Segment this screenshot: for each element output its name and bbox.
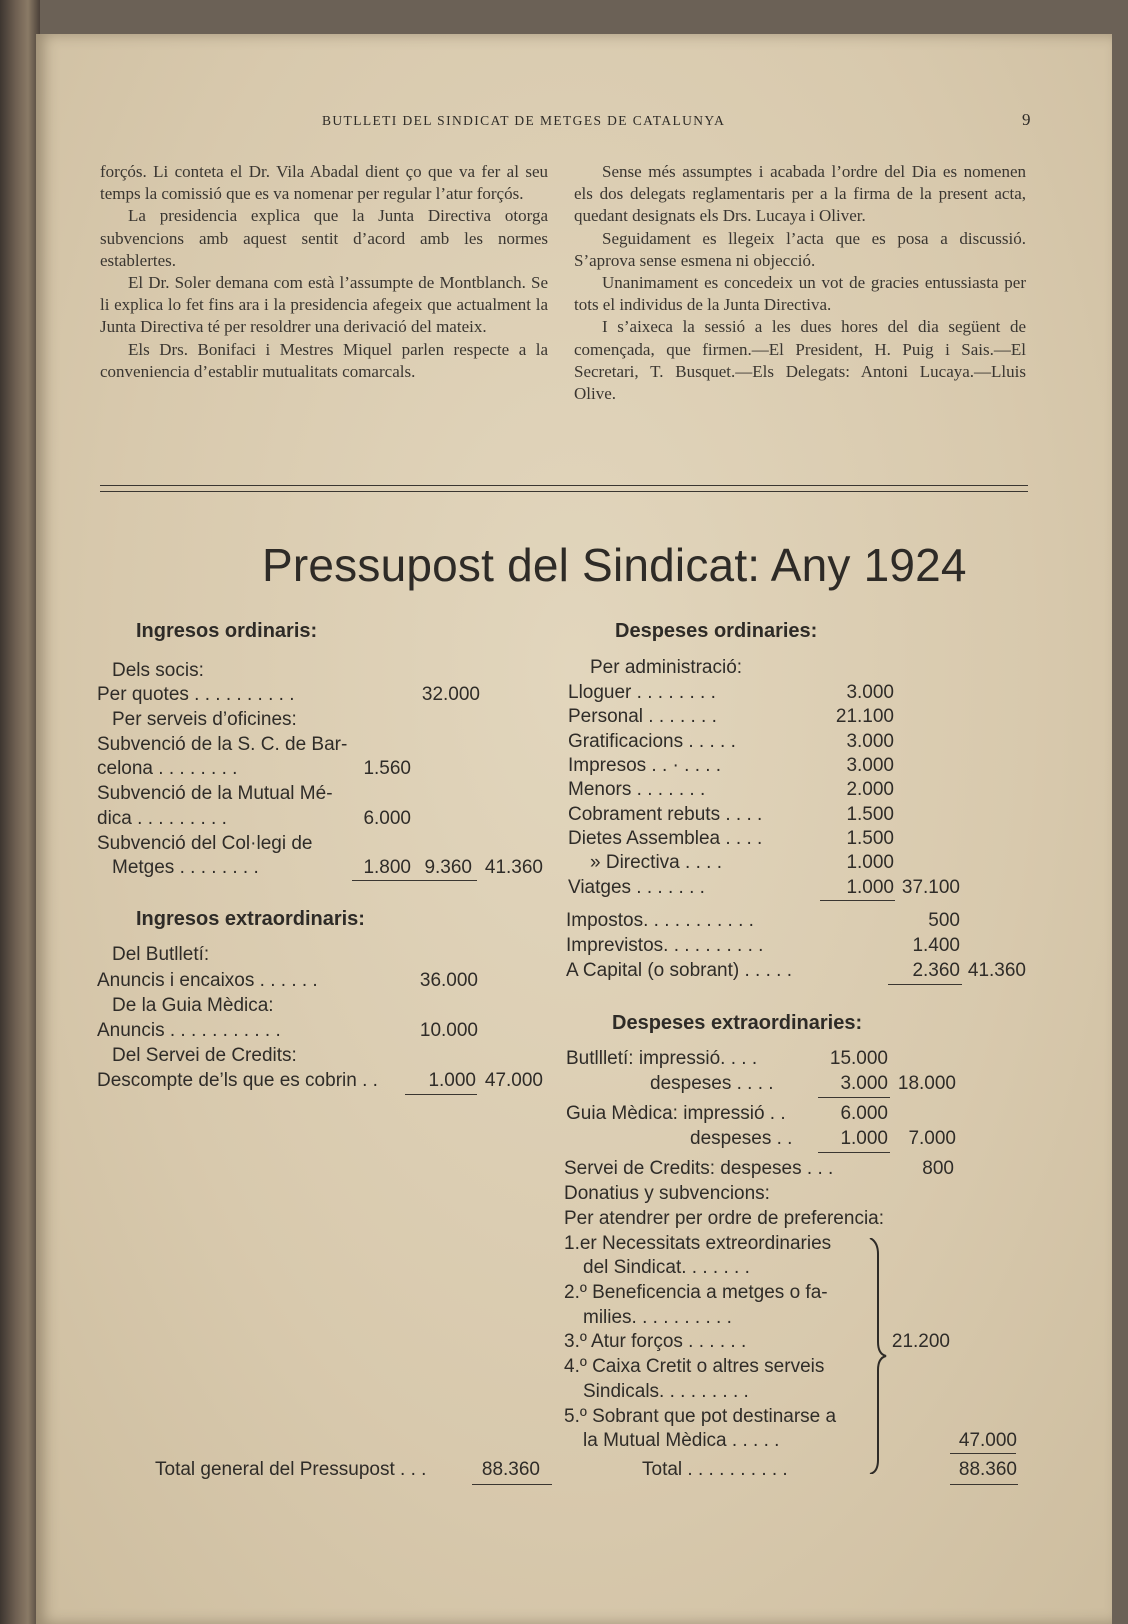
subvention-value: 1.800 <box>363 857 411 878</box>
divider-rule <box>100 485 1028 486</box>
guide-label: De la Guia Mèdica: <box>112 995 274 1016</box>
budget-title: Pressupost del Sindicat: Any 1924 <box>262 539 967 591</box>
income-extra-heading: Ingresos extraordinaris: <box>136 908 365 930</box>
income-grand-value: 88.360 <box>481 1459 540 1480</box>
paragraph: Unanimament es concedeix un vot de gracies entussiasta per tots el individus de la Junta Directiva. <box>574 273 1026 315</box>
expense-item-label: Impresos . . · . . . . <box>568 755 722 776</box>
expense-item-value: 3.000 <box>846 755 894 776</box>
expenses-ordinary-total: 41.360 <box>967 960 1026 981</box>
paragraph: Seguidament es llegeix l’acta que es posa a discussió. S’aprova sense esmena ni objecció. <box>574 228 1026 270</box>
priority-item: 4.º Caixa Cretit o altres serveis <box>564 1356 825 1377</box>
priority-item: la Mutual Mèdica . . . . . <box>583 1430 780 1451</box>
admin-total: 37.100 <box>901 877 960 898</box>
sum-rule <box>472 1484 552 1485</box>
expense-item-label: Viatges . . . . . . . <box>568 877 705 898</box>
expense-item-value: 1.000 <box>846 877 894 898</box>
quotes-label: Per quotes . . . . . . . . . . <box>97 684 295 705</box>
expense-item-label: Dietes Assemblea . . . . <box>568 828 763 849</box>
expenses-extra-heading: Despeses extraordinaries: <box>612 1012 863 1034</box>
sum-rule <box>950 1484 1018 1485</box>
discount-value: 1.000 <box>428 1070 476 1091</box>
ads-label: Anuncis i encaixos . . . . . . <box>97 970 318 991</box>
subvention-label: Metges . . . . . . . . <box>112 857 259 878</box>
bulletin-print-label: Butllletí: impressió. . . . <box>566 1048 758 1069</box>
members-label: Dels socis: <box>112 660 204 681</box>
guide-print-value: 6.000 <box>840 1103 888 1124</box>
priority-item: 2.º Beneficencia a metges o fa- <box>564 1282 828 1303</box>
expense-item-label: Gratificacions . . . . . <box>568 731 736 752</box>
expense-item-label: Menors . . . . . . . <box>568 779 706 800</box>
sum-rule <box>818 1152 890 1153</box>
bulletin-print-value: 15.000 <box>829 1048 888 1069</box>
discount-label: Descompte de’ls que es cobrin . . <box>97 1070 378 1091</box>
subvention-value: 6.000 <box>363 808 411 829</box>
expense-item-label: Lloguer . . . . . . . . <box>568 682 716 703</box>
offices-subtotal: 9.360 <box>424 857 472 878</box>
income-extra-total: 47.000 <box>484 1070 543 1091</box>
expense-item-label: Cobrament rebuts . . . . <box>568 804 763 825</box>
paragraph: forçós. Li conteta el Dr. Vila Abadal dient ço que va fer al seu temps la comissió que es va nomenar per regular l’atur forçós. <box>100 162 548 204</box>
quotes-value: 32.000 <box>421 684 480 705</box>
expense-grand-label: Total . . . . . . . . . . <box>642 1459 788 1480</box>
paragraph: I s’aixeca la sessió a les dues hores del dia següent de començada, que firmen.—El President, H. Puig i Sais.—El Secretari, T. Busquet.—Els Delegats: Antoni Lucaya.—Lluis Olive. <box>574 317 1026 404</box>
book-spine <box>0 0 40 1624</box>
capital-value: 2.360 <box>912 960 960 981</box>
sum-rule <box>818 1097 890 1098</box>
expense-grand-value: 88.360 <box>958 1459 1017 1480</box>
priority-group-value: 21.200 <box>891 1331 950 1352</box>
page-number: 9 <box>1022 110 1031 129</box>
guide-exp-label: despeses . . <box>690 1128 793 1149</box>
subvention-value: 1.560 <box>363 758 411 779</box>
paragraph: Sense més assumptes i acabada l’ordre del Dia es nomenen els dos delegats reglamentaris per a la firma de la present acta, quedant designats els Drs. Lucaya i Oliver. <box>574 162 1026 226</box>
expense-item-value: 1.500 <box>846 828 894 849</box>
minutes-left-column <box>100 161 548 383</box>
expense-item-value: 1.000 <box>846 852 894 873</box>
expense-item-value: 21.100 <box>835 706 894 727</box>
expense-item-value: 2.000 <box>846 779 894 800</box>
sum-rule <box>405 1094 477 1095</box>
subvention-label: celona . . . . . . . . <box>97 758 238 779</box>
bulletin-exp-value: 3.000 <box>840 1073 888 1094</box>
sum-rule <box>820 900 895 901</box>
income-grand-label: Total general del Pressupost . . . <box>155 1459 427 1480</box>
guide-exp-value: 1.000 <box>840 1128 888 1149</box>
divider-rule <box>100 491 1028 492</box>
expense-item-value: 1.500 <box>846 804 894 825</box>
subvention-label: dica . . . . . . . . . <box>97 808 227 829</box>
taxes-value: 500 <box>928 910 960 931</box>
subvention-label: Subvenció de la S. C. de Bar- <box>97 734 348 755</box>
credits-label: Del Servei de Credits: <box>112 1045 297 1066</box>
subvention-label: Subvenció del Col·legi de <box>97 833 313 854</box>
priority-item: 5.º Sobrant que pot destinarse a <box>564 1406 837 1427</box>
expense-item-label: » Directiva . . . . <box>590 852 722 873</box>
sum-rule <box>950 1453 1016 1454</box>
bulletin-exp-label: despeses . . . . <box>650 1073 774 1094</box>
income-ordinary-total: 41.360 <box>484 857 543 878</box>
bulletin-label: Del Butlletí: <box>112 944 210 965</box>
priority-item: 3.º Atur forços . . . . . . <box>564 1331 747 1352</box>
guide-total: 7.000 <box>908 1128 956 1149</box>
taxes-label: Impostos. . . . . . . . . . . <box>566 910 754 931</box>
priority-label: Per atendrer per ordre de preferencia: <box>564 1208 885 1229</box>
paragraph: El Dr. Soler demana com està l’assumpte de Montblanch. Se li explica lo fet fins ara i la presidencia afegeix que actualment la Junta Directiva té per resoldrer una derivació del mateix. <box>100 273 548 337</box>
priority-item: del Sindicat. . . . . . . <box>583 1257 750 1278</box>
paragraph: La presidencia explica que la Junta Directiva otorga subvencions amb aquest sentit d’acord amb les normes establertes. <box>100 206 548 270</box>
admin-label: Per administració: <box>590 657 743 678</box>
expense-item-value: 3.000 <box>846 731 894 752</box>
guide-ads-label: Anuncis . . . . . . . . . . . <box>97 1020 281 1041</box>
offices-label: Per serveis d’oficines: <box>112 709 297 730</box>
guide-ads-value: 10.000 <box>419 1020 478 1041</box>
expenses-extra-total: 47.000 <box>958 1430 1017 1451</box>
sum-rule <box>888 984 962 985</box>
subvention-label: Subvenció de la Mutual Mé- <box>97 783 333 804</box>
bulletin-total: 18.000 <box>897 1073 956 1094</box>
unforeseen-label: Imprevistos. . . . . . . . . . <box>566 935 764 956</box>
running-head: BUTLLETI DEL SINDICAT DE METGES DE CATALUNYA <box>322 113 726 128</box>
guide-print-label: Guia Mèdica: impressió . . <box>566 1103 786 1124</box>
priority-item: 1.er Necessitats extreordinaries <box>564 1233 832 1254</box>
unforeseen-value: 1.400 <box>912 935 960 956</box>
credits-exp-label: Servei de Credits: despeses . . . <box>564 1158 834 1179</box>
priority-item: milies. . . . . . . . . . <box>583 1307 732 1328</box>
expenses-ordinary-heading: Despeses ordinaries: <box>615 620 818 642</box>
credits-exp-value: 800 <box>922 1158 954 1179</box>
ads-value: 36.000 <box>419 970 478 991</box>
capital-label: A Capital (o sobrant) . . . . . <box>566 960 792 981</box>
paragraph: Els Drs. Bonifaci i Mestres Miquel parlen respecte a la conveniencia d’establir mutualitats comarcals. <box>100 339 548 381</box>
curly-brace-icon <box>868 1238 888 1474</box>
expense-item-value: 3.000 <box>846 682 894 703</box>
minutes-right-column <box>574 161 1026 405</box>
income-ordinary-heading: Ingresos ordinaris: <box>136 620 318 642</box>
donations-label: Donatius y subvencions: <box>564 1183 770 1204</box>
priority-item: Sindicals. . . . . . . . . <box>583 1381 749 1402</box>
sum-rule <box>352 880 477 881</box>
expense-item-label: Personal . . . . . . . <box>568 706 717 727</box>
